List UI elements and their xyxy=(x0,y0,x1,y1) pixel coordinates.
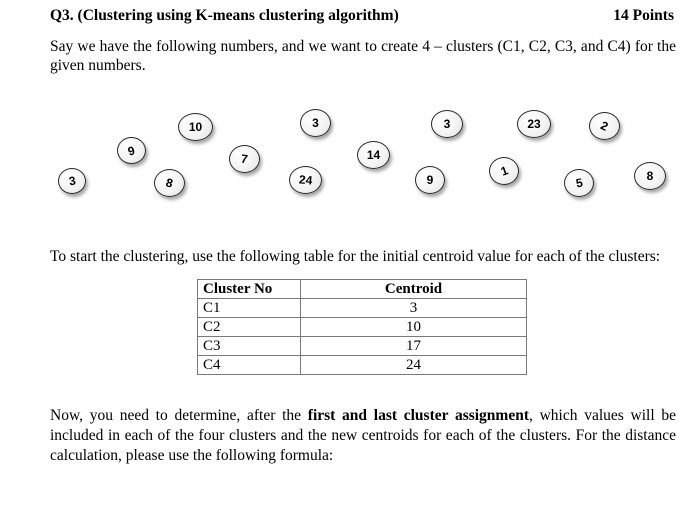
cluster-cell: C2 xyxy=(198,318,301,337)
number-bubble: 23 xyxy=(517,110,551,138)
number-bubble: 14 xyxy=(357,141,390,169)
centroid-cell: 17 xyxy=(301,337,527,356)
centroid-cell: 3 xyxy=(301,299,527,318)
number-bubble: 3 xyxy=(431,110,463,138)
question-points: 14 Points xyxy=(613,7,674,24)
table-row xyxy=(198,337,527,356)
number-bubble: 8 xyxy=(634,162,666,190)
number-bubble: 8 xyxy=(154,169,185,197)
table-row xyxy=(198,318,527,337)
table-row xyxy=(198,356,527,375)
centroid-cell: 10 xyxy=(301,318,527,337)
number-bubble: 3 xyxy=(58,168,86,194)
cluster-cell: C3 xyxy=(198,337,301,356)
intro-paragraph: Say we have the following numbers, and we want to create 4 – clusters (C1, C2, C3, and C4) for the given numbers. xyxy=(50,38,676,74)
number-bubbles xyxy=(0,0,691,220)
instructions-emphasis: first and last cluster assignment xyxy=(307,407,530,424)
cluster-cell: C1 xyxy=(198,299,301,318)
cluster-cell: C4 xyxy=(198,356,301,375)
number-bubble: 10 xyxy=(178,113,213,141)
column-header-cluster: Cluster No xyxy=(198,280,301,299)
number-bubble: 1 xyxy=(489,157,519,185)
column-header-centroid: Centroid xyxy=(301,280,527,299)
number-bubble: 2 xyxy=(589,112,620,140)
instructions-paragraph xyxy=(50,406,676,466)
number-bubble: 9 xyxy=(415,166,445,194)
instructions-text-start: Now, you need to determine, after the xyxy=(50,407,308,424)
question-title: Q3. (Clustering using K-means clustering algorithm) xyxy=(50,7,399,24)
number-bubble: 5 xyxy=(564,169,594,197)
centroid-table xyxy=(197,279,527,375)
centroid-cell: 24 xyxy=(301,356,527,375)
table-row xyxy=(198,299,527,318)
number-bubble: 9 xyxy=(117,137,146,164)
table-header-row xyxy=(198,280,527,299)
number-bubble: 7 xyxy=(229,145,260,173)
number-bubble: 3 xyxy=(300,109,331,137)
instructions-text-end: , which values will be included in each of the four clusters and the new centroids for each of the clusters. For the distance calculation, please use the following formula: xyxy=(50,407,676,464)
number-bubble: 24 xyxy=(289,166,322,194)
table-intro-text: To start the clustering, use the following table for the initial centroid value for each of the clusters: xyxy=(50,248,661,265)
